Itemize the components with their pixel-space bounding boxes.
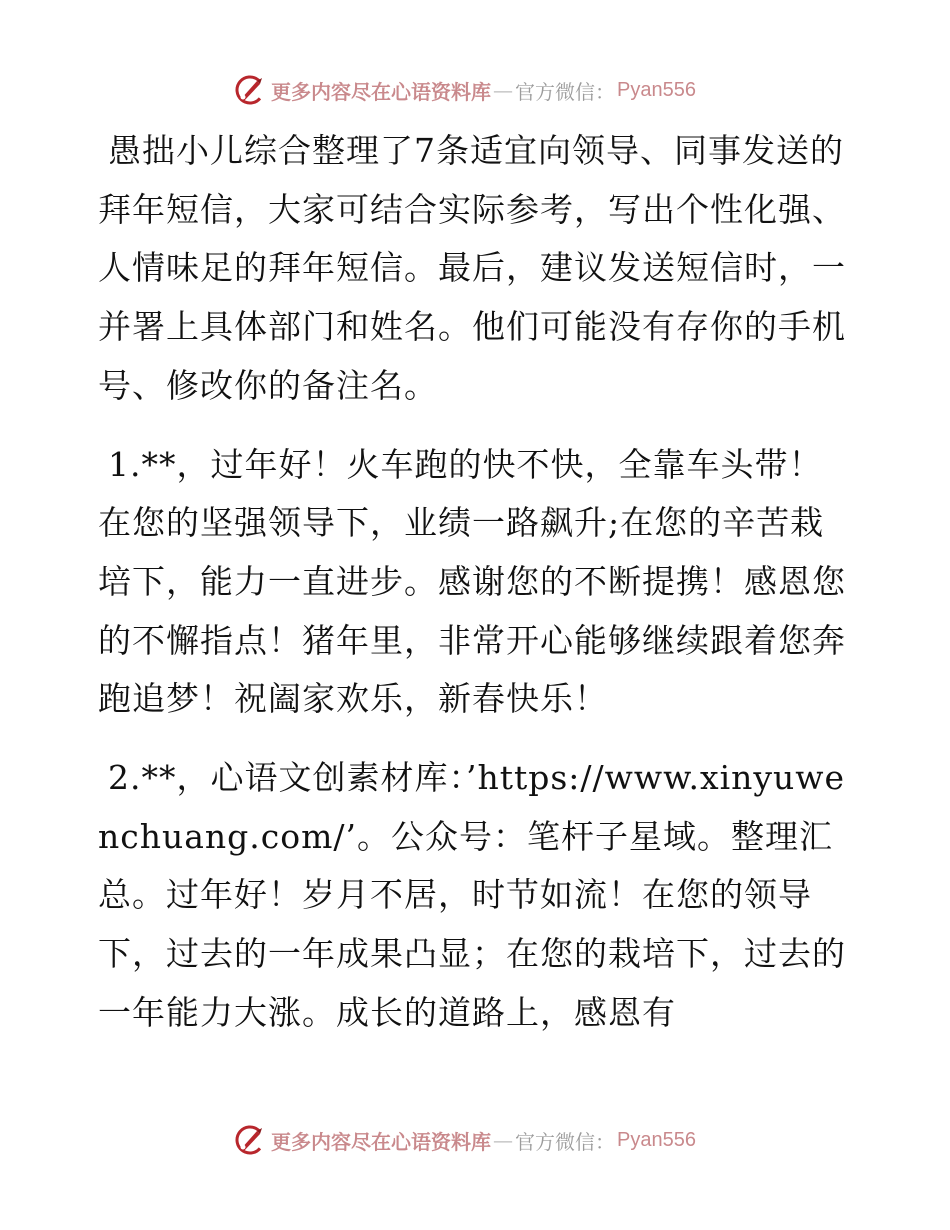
- paragraph-item-1: 1.**，过年好！火车跑的快不快，全靠车头带！在您的坚强领导下，业绩一路飙升;在您的辛苦栽培下，能力一直进步。感谢您的不断提携！感恩您的不懈指点！猪年里，非常开心能够继续跟着您奔跑追梦！祝阖家欢乐，新春快乐！: [98, 444, 846, 719]
- paragraph-intro: 愚拙小儿综合整理了7条适宜向领导、同事发送的拜年短信，大家可结合实际参考，写出个性化强、人情味足的拜年短信。最后，建议发送短信时，一并署上具体部门和姓名。他们可能没有存你的手机号、修改你的备注名。: [98, 131, 846, 405]
- document-body: [98, 122, 850, 1043]
- footer-wechat-id: Pyan556: [617, 1128, 696, 1151]
- footer-wechat-label: 官方微信：: [515, 1129, 615, 1154]
- header-site-text: 更多内容尽在心语资料库: [271, 79, 491, 104]
- header-dash: —: [493, 78, 513, 102]
- logo-icon: [233, 73, 267, 107]
- paragraph-item-2: 2.**，心语文创素材库：’https://www.xinyuwenchuang.com/’。公众号：笔杆子星域。整理汇总。过年好！岁月不居，时节如流！在您的领导下，过去的一年成果凸显；在您的栽培下，过去的一年能力大涨。成长的道路上，感恩有: [98, 758, 846, 1032]
- footer-site-text: 更多内容尽在心语资料库: [271, 1129, 491, 1154]
- footer-dash: —: [493, 1128, 513, 1152]
- header-wechat-label: 官方微信：: [515, 79, 615, 104]
- header-banner: [233, 72, 723, 108]
- logo-icon: [233, 1123, 267, 1157]
- header-wechat-id: Pyan556: [617, 78, 696, 101]
- footer-banner: [233, 1122, 723, 1158]
